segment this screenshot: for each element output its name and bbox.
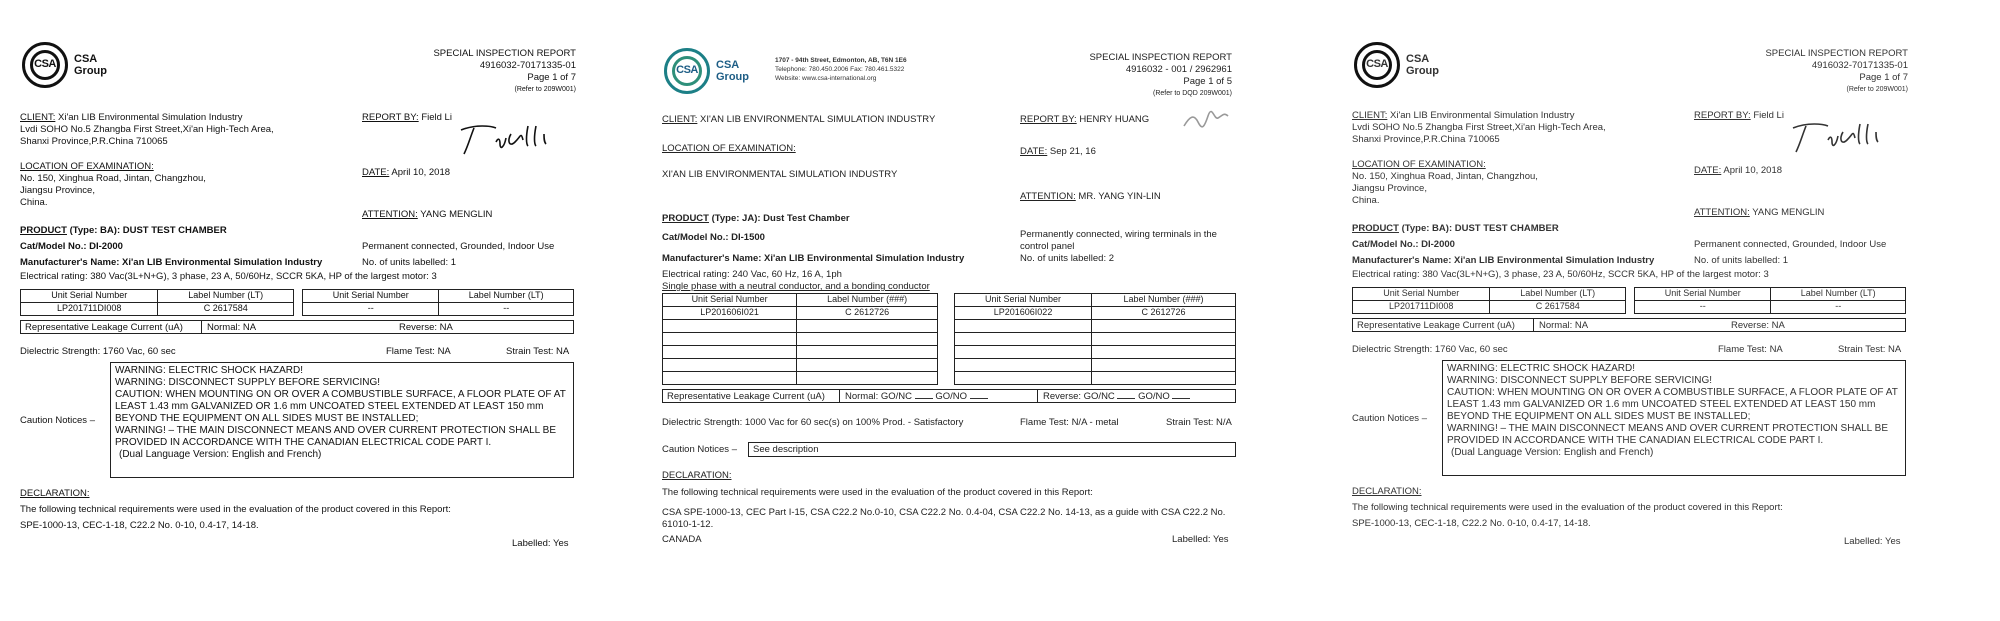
serial-cell: LP201606I021 [663, 307, 797, 320]
declaration-label: DECLARATION: [662, 470, 732, 481]
leakage-reverse: Reverse: NA [399, 322, 453, 333]
report-title: SPECIAL INSPECTION REPORT [1089, 52, 1232, 63]
caution-mounting: CAUTION: WHEN MOUNTING ON OR OVER A COMBUSTIBLE SURFACE, A FLOOR PLATE OF AT LEAST 1.43 mm GALVANIZED OR 1.6 mm UNCOATED STEEL EXTENDED AT LEAST 150 mm BEYOND THE EQUIPMENT ON ALL SIDES MUST BE INSTALLED; [1447, 387, 1898, 422]
units-labelled: No. of units labelled: 1 [1694, 255, 1789, 266]
manufacturer-line: Manufacturer's Name: Xi'an LIB Environmental Simulation Industry [20, 257, 323, 268]
leakage-row [1352, 318, 1906, 332]
client-block [20, 112, 370, 148]
brand-group: Group [74, 65, 107, 77]
brand-name: CSA [716, 59, 740, 71]
office-address [775, 56, 907, 83]
report-number: 4916032-70171335-01 [1811, 60, 1908, 71]
label-cell: C 2612726 [797, 307, 938, 320]
csa-logo [664, 48, 749, 94]
dielectric-strength: Dielectric Strength: 1000 Vac for 60 sec(s) on 100% Prod. - Satisfactory [662, 417, 964, 428]
phone-fax: Telephone: 780.450.2006 Fax: 780.461.5322 [775, 66, 905, 73]
dielectric-strength: Dielectric Strength: 1760 Vac, 60 sec [1352, 344, 1508, 355]
leakage-reverse: Reverse: NA [1731, 320, 1785, 331]
manufacturer-line: Manufacturer's Name: Xi'an LIB Environmental Simulation Industry [662, 253, 965, 264]
attention-value: YANG MENGLIN [420, 209, 493, 220]
signature-image [1788, 118, 1898, 158]
leakage-row [662, 389, 1236, 403]
report-header [1089, 52, 1232, 100]
client-label: CLIENT: [1352, 110, 1388, 121]
csa-logo [22, 42, 107, 88]
report-header [1765, 48, 1908, 96]
model-value: DI-2000 [1421, 239, 1455, 250]
date-field: DATE: Sep 21, 16 [1020, 146, 1096, 157]
electrical-rating: Electrical rating: 380 Vac(3L+N+G), 3 phase, 23 A, 50/60Hz, SCCR 5KA, HP of the largest motor: 3 [20, 271, 437, 282]
attention-value: YANG MENGLIN [1752, 207, 1825, 218]
location-line3: China. [1352, 194, 1380, 206]
report-title: SPECIAL INSPECTION REPORT [1765, 48, 1908, 59]
electrical-note: Single phase with a neutral conductor, and a bonding conductor [662, 281, 930, 292]
units-labelled: No. of units labelled: 1 [362, 257, 457, 268]
client-name: Xi'an LIB Environmental Simulation Industry [1390, 110, 1575, 121]
report-document-1 [18, 28, 584, 588]
serial-table-right [302, 289, 574, 316]
location-value: XI'AN LIB ENVIRONMENTAL SIMULATION INDUSTRY [662, 169, 898, 180]
product-value: (Type: BA): DUST TEST CHAMBER [1401, 223, 1559, 234]
strain-test: Strain Test: N/A [1166, 417, 1232, 428]
report-by: REPORT BY: HENRY HUANG [1020, 114, 1150, 125]
declaration-text: The following technical requirements were used in the evaluation of the product covered in this Report: [20, 504, 451, 515]
location-block [20, 161, 206, 209]
declaration-text: The following technical requirements were used in the evaluation of the product covered in this Report: [662, 487, 1093, 498]
warning-disconnect: WARNING: DISCONNECT SUPPLY BEFORE SERVICING! [1447, 375, 1713, 386]
manufacturer-value: Xi'an LIB Environmental Simulation Industry [1454, 255, 1655, 266]
flame-test: Flame Test: NA [1718, 344, 1783, 355]
caution-mounting: CAUTION: WHEN MOUNTING ON OR OVER A COMBUSTIBLE SURFACE, A FLOOR PLATE OF AT LEAST 1.43 mm GALVANIZED OR 1.6 mm UNCOATED STEEL EXTENDED AT LEAST 150 mm BEYOND THE EQUIPMENT ON ALL SIDES MUST BE INSTALLED; [115, 389, 566, 424]
warning-main-disconnect: WARNING! – THE MAIN DISCONNECT MEANS AND OVER CURRENT PROTECTION SHALL BE PROVIDED IN ACCORDANCE WITH THE CANADIAN ELECTRICAL CODE PART I. [115, 425, 556, 448]
declaration-label: DECLARATION: [1352, 486, 1422, 497]
label-cell: -- [439, 303, 574, 316]
product-value: (Type: BA): DUST TEST CHAMBER [69, 225, 227, 236]
location-line2: Jiangsu Province, [20, 184, 95, 196]
client-address: Lvdi SOHO No.5 Zhangba First Street,Xi'an High-Tech Area, [20, 123, 274, 135]
col-serial-header: Unit Serial Number [1353, 288, 1490, 301]
col-label-header: Label Number (LT) [1771, 288, 1906, 301]
model-line: Cat/Model No.: DI-2000 [1352, 239, 1455, 250]
page-number: Page 1 of 7 [1859, 72, 1908, 83]
label-cell: C 2617584 [1490, 301, 1626, 314]
serial-cell: -- [1635, 301, 1771, 314]
strain-test: Strain Test: NA [506, 346, 570, 357]
label-cell: C 2612726 [1092, 307, 1236, 320]
declaration-label: DECLARATION: [20, 488, 90, 499]
serial-cell: LP201711DI008 [21, 303, 158, 316]
serial-cell: LP201711DI008 [1353, 301, 1490, 314]
date-value: April 10, 2018 [391, 167, 451, 178]
client-name: XI'AN LIB ENVIRONMENTAL SIMULATION INDUSTRY [700, 114, 936, 125]
col-label-header: Label Number (###) [797, 294, 938, 307]
refer-note: (Refer to 209W001) [514, 86, 576, 93]
col-serial-header: Unit Serial Number [663, 294, 797, 307]
client-block: CLIENT: XI'AN LIB ENVIRONMENTAL SIMULATION INDUSTRY [662, 114, 936, 125]
flame-test: Flame Test: NA [386, 346, 451, 357]
caution-notices-box [110, 362, 574, 478]
serial-table-right [954, 293, 1236, 385]
date-value: April 10, 2018 [1723, 165, 1783, 176]
report-by: REPORT BY: Field Li [362, 112, 452, 123]
leakage-label: Representative Leakage Current (uA) [1357, 320, 1515, 331]
strain-test: Strain Test: NA [1838, 344, 1902, 355]
labelled-status: Labelled: Yes [1172, 534, 1229, 545]
caution-label: Caution Notices – [20, 415, 95, 426]
client-label: CLIENT: [20, 112, 56, 123]
report-document-2 [660, 28, 1240, 588]
page-number: Page 1 of 7 [527, 72, 576, 83]
serial-table-right [1634, 287, 1906, 314]
col-serial-header: Unit Serial Number [303, 290, 439, 303]
csa-logo [1354, 42, 1439, 88]
product-line: PRODUCT (Type: BA): DUST TEST CHAMBER [1352, 223, 1559, 234]
warning-shock: WARNING: ELECTRIC SHOCK HAZARD! [1447, 363, 1635, 374]
electrical-rating: Electrical rating: 240 Vac, 60 Hz, 16 A, 1ph [662, 269, 842, 280]
csa-seal-icon: CSA [664, 48, 710, 94]
caution-notices-box [748, 442, 1236, 457]
refer-note: (Refer to 209W001) [1846, 86, 1908, 93]
electrical-rating: Electrical rating: 380 Vac(3L+N+G), 3 phase, 23 A, 50/60Hz, SCCR 5KA, HP of the largest motor: 3 [1352, 269, 1769, 280]
location-block [1352, 159, 1538, 207]
caution-notices-box [1442, 360, 1906, 476]
dual-language-note: (Dual Language Version: English and French) [1451, 447, 1654, 458]
flame-test: Flame Test: N/A - metal [1020, 417, 1119, 428]
col-serial-header: Unit Serial Number [955, 294, 1092, 307]
serial-table-left [20, 289, 294, 316]
warning-main-disconnect: WARNING! – THE MAIN DISCONNECT MEANS AND OVER CURRENT PROTECTION SHALL BE PROVIDED IN ACCORDANCE WITH THE CANADIAN ELECTRICAL CODE PART I. [1447, 423, 1888, 446]
mounting-text: Permanent connected, Grounded, Indoor Use [362, 241, 555, 252]
attention-field: ATTENTION: YANG MENGLIN [362, 209, 493, 220]
attention-field: ATTENTION: MR. YANG YIN-LIN [1020, 191, 1161, 202]
signature-image [1180, 110, 1236, 134]
manufacturer-line: Manufacturer's Name: Xi'an LIB Environmental Simulation Industry [1352, 255, 1655, 266]
label-cell: C 2617584 [158, 303, 294, 316]
leakage-normal: Normal: GO/NC GO/NO [845, 391, 988, 403]
caution-value: See description [753, 444, 819, 455]
leakage-label: Representative Leakage Current (uA) [667, 391, 825, 402]
report-header [433, 48, 576, 96]
warning-disconnect: WARNING: DISCONNECT SUPPLY BEFORE SERVICING! [115, 377, 381, 388]
attention-field: ATTENTION: YANG MENGLIN [1694, 207, 1825, 218]
labelled-status: Labelled: Yes [512, 538, 569, 549]
report-title: SPECIAL INSPECTION REPORT [433, 48, 576, 59]
brand-name: CSA [1406, 53, 1430, 65]
report-by-name: Field Li [1753, 110, 1784, 121]
client-address: Lvdi SOHO No.5 Zhangba First Street,Xi'an High-Tech Area, [1352, 121, 1606, 133]
brand-group: Group [1406, 65, 1439, 77]
labelled-status: Labelled: Yes [1844, 536, 1901, 547]
serial-cell: LP201606I022 [955, 307, 1092, 320]
col-label-header: Label Number (LT) [158, 290, 294, 303]
leakage-normal: Normal: NA [1539, 320, 1589, 331]
report-by: REPORT BY: Field Li [1694, 110, 1784, 121]
manufacturer-value: Xi'an LIB Environmental Simulation Industry [764, 253, 965, 264]
units-labelled: No. of units labelled: 2 [1020, 253, 1115, 264]
dual-language-note: (Dual Language Version: English and French) [119, 449, 322, 460]
serial-table-left [1352, 287, 1626, 314]
col-serial-header: Unit Serial Number [21, 290, 158, 303]
product-value: (Type: JA): Dust Test Chamber [711, 213, 850, 224]
mounting-text: Permanently connected, wiring terminals in the control panel [1020, 229, 1217, 252]
label-cell: -- [1771, 301, 1906, 314]
model-value: DI-2000 [89, 241, 123, 252]
location-label: LOCATION OF EXAMINATION: [20, 161, 154, 172]
dielectric-strength: Dielectric Strength: 1760 Vac, 60 sec [20, 346, 176, 357]
mounting-text: Permanent connected, Grounded, Indoor Use [1694, 239, 1887, 250]
model-value: DI-1500 [731, 232, 765, 243]
signature-image [456, 120, 566, 160]
col-label-header: Label Number (LT) [1490, 288, 1626, 301]
manufacturer-value: Xi'an LIB Environmental Simulation Industry [122, 257, 323, 268]
report-number: 4916032 - 001 / 2962961 [1125, 64, 1232, 75]
website: Website: www.csa-international.org [775, 75, 877, 82]
csa-seal-icon: CSA [1354, 42, 1400, 88]
report-by-name: Field Li [421, 112, 452, 123]
refer-note: (Refer to DQD 209W001) [1153, 90, 1232, 97]
warning-shock: WARNING: ELECTRIC SHOCK HAZARD! [115, 365, 303, 376]
location-line1: No. 150, Xinghua Road, Jintan, Changzhou, [20, 172, 206, 184]
location-label: LOCATION OF EXAMINATION: [662, 143, 796, 154]
leakage-reverse: Reverse: GO/NC GO/NO [1043, 391, 1190, 403]
location-line1: No. 150, Xinghua Road, Jintan, Changzhou, [1352, 170, 1538, 182]
report-document-3 [1350, 28, 1916, 588]
caution-label: Caution Notices – [662, 444, 737, 455]
location-line3: China. [20, 196, 48, 208]
date-field: DATE: April 10, 2018 [362, 167, 451, 178]
brand-group: Group [716, 71, 749, 83]
standards-list: CSA SPE-1000-13, CEC Part I-15, CSA C22.2 No.0-10, CSA C22.2 No. 0.4-04, CSA C22.2 No. 14-13, as a guide with CSA C22.2 No. 61010-1-12. [662, 507, 1226, 530]
client-block [1352, 110, 1702, 146]
report-number: 4916032-70171335-01 [479, 60, 576, 71]
standards-list: SPE-1000-13, CEC-1-18, C22.2 No. 0-10, 0.4-17, 14-18. [20, 520, 259, 531]
serial-table-left [662, 293, 938, 385]
model-line: Cat/Model No.: DI-2000 [20, 241, 123, 252]
location-line2: Jiangsu Province, [1352, 182, 1427, 194]
date-value: Sep 21, 16 [1049, 146, 1096, 157]
report-by-name: HENRY HUANG [1079, 114, 1150, 125]
col-label-header: Label Number (###) [1092, 294, 1236, 307]
leakage-label: Representative Leakage Current (uA) [25, 322, 183, 333]
address-line: 1707 - 94th Street, Edmonton, AB, T6N 1E6 [775, 57, 907, 64]
leakage-row [20, 320, 574, 334]
client-province: Shanxi Province,P.R.China 710065 [20, 135, 168, 147]
date-field: DATE: April 10, 2018 [1694, 165, 1783, 176]
page-number: Page 1 of 5 [1183, 76, 1232, 87]
product-line: PRODUCT (Type: JA): Dust Test Chamber [662, 213, 850, 224]
model-line: Cat/Model No.: DI-1500 [662, 232, 765, 243]
csa-seal-icon: CSA [22, 42, 68, 88]
declaration-text: The following technical requirements were used in the evaluation of the product covered in this Report: [1352, 502, 1783, 513]
col-label-header: Label Number (LT) [439, 290, 574, 303]
location-label: LOCATION OF EXAMINATION: [1352, 159, 1486, 170]
brand-name: CSA [74, 53, 98, 65]
col-serial-header: Unit Serial Number [1635, 288, 1771, 301]
country: CANADA [662, 534, 702, 545]
attention-value: MR. YANG YIN-LIN [1078, 191, 1161, 202]
standards-list: SPE-1000-13, CEC-1-18, C22.2 No. 0-10, 0.4-17, 14-18. [1352, 518, 1591, 529]
leakage-normal: Normal: NA [207, 322, 257, 333]
client-province: Shanxi Province,P.R.China 710065 [1352, 133, 1500, 145]
client-name: Xi'an LIB Environmental Simulation Industry [58, 112, 243, 123]
caution-label: Caution Notices – [1352, 413, 1427, 424]
serial-cell: -- [303, 303, 439, 316]
product-line: PRODUCT (Type: BA): DUST TEST CHAMBER [20, 225, 227, 236]
